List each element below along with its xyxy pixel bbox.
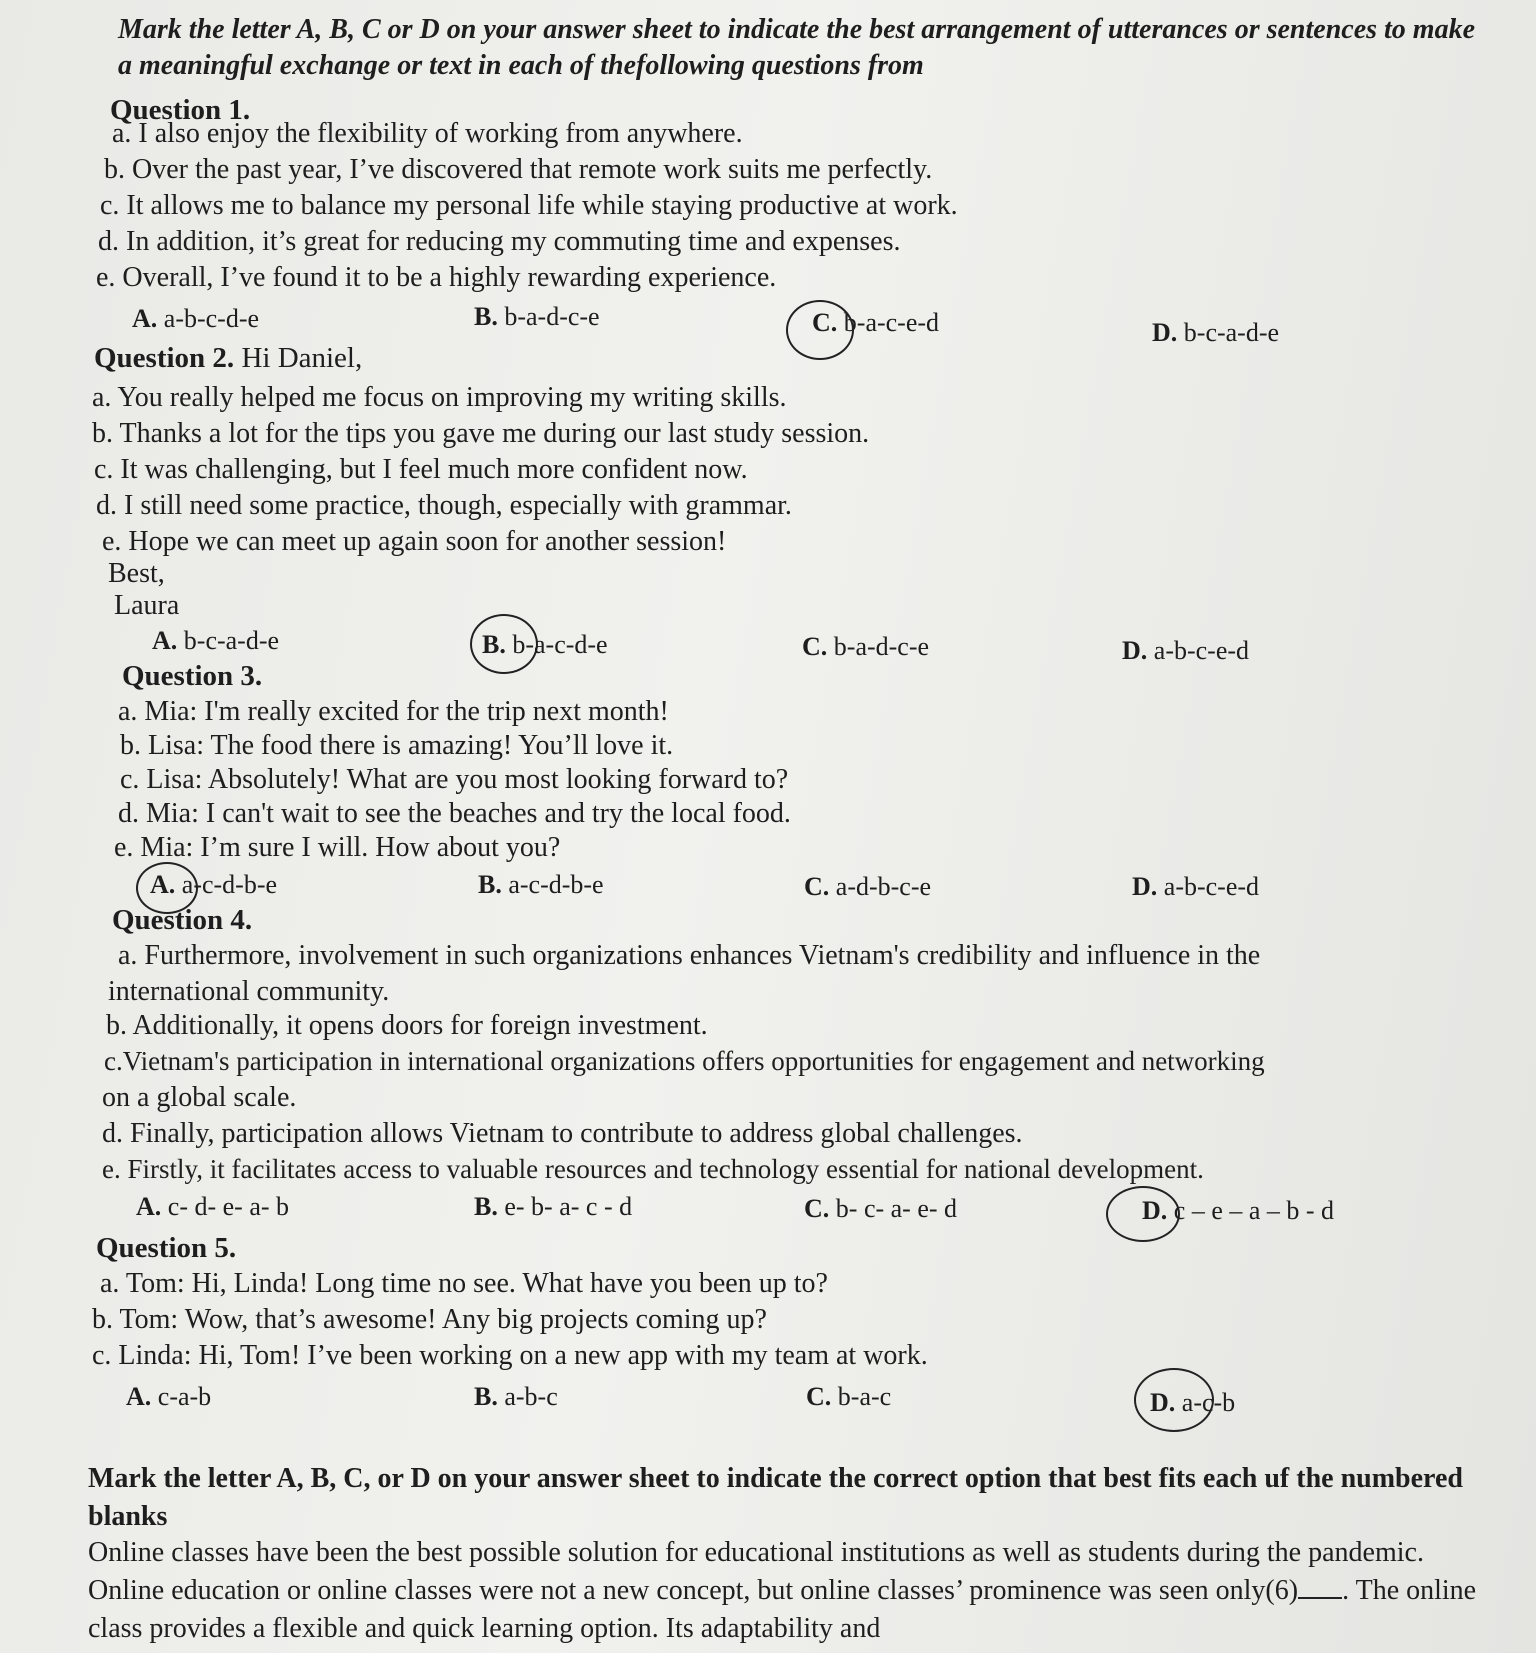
q2-sentence-d: d. I still need some practice, though, especially with grammar. [96, 490, 792, 521]
q1-sentence-d: d. In addition, it’s great for reducing my commuting time and expenses. [98, 226, 901, 257]
q1-sentence-e: e. Overall, I’ve found it to be a highly rewarding experience. [96, 262, 777, 293]
q5-sentence-a: a. Tom: Hi, Linda! Long time no see. What have you been up to? [100, 1268, 828, 1299]
q5-sentence-c: c. Linda: Hi, Tom! I’ve been working on a new app with my team at work. [92, 1340, 928, 1371]
instruction-arrangement: Mark the letter A, B, C or D on your answer sheet to indicate the best arrangement of utterances or sentences to make a meaningful exchange or text in each of thefollowing questions from [118, 14, 1476, 81]
option-text: e- b- a- c - d [504, 1192, 633, 1221]
q2-greeting: Hi Daniel, [241, 342, 363, 374]
q4-sentence-b: b. Additionally, it opens doors for foreign investment. [106, 1010, 708, 1041]
reading-passage [88, 1534, 1488, 1648]
option-letter: B. [474, 1382, 498, 1411]
option-text: c-a-b [157, 1382, 212, 1411]
q4-sentence-a: a. Furthermore, involvement in such organizations enhances Vietnam's credibility and influence in the [118, 940, 1261, 971]
q2-sentence-c: c. It was challenging, but I feel much more confident now. [94, 454, 748, 485]
q3-option-c[interactable] [804, 872, 931, 902]
option-text: b-a-c [837, 1382, 892, 1411]
option-text: a-b-c [504, 1382, 558, 1411]
q4-option-a[interactable] [136, 1192, 289, 1222]
q2-closing: Best, [108, 558, 165, 589]
option-text: a-c-d-b-e [508, 870, 604, 899]
option-text: b-a-d-c-e [833, 632, 930, 661]
q1-option-b[interactable] [474, 302, 600, 332]
option-letter: B. [482, 630, 506, 659]
q2-option-d[interactable] [1122, 636, 1249, 666]
option-letter: A. [132, 304, 158, 333]
q5-option-b[interactable] [474, 1382, 558, 1412]
q1-option-d[interactable] [1152, 318, 1279, 348]
q3-option-a[interactable] [150, 870, 277, 900]
q2-sentence-b: b. Thanks a lot for the tips you gave me during our last study session. [92, 418, 870, 449]
q4-sentence-c: c.Vietnam's participation in international organizations offers opportunities for engagement and networking [104, 1046, 1265, 1076]
q3-sentence-a: a. Mia: I'm really excited for the trip next month! [118, 696, 669, 727]
q4-option-d[interactable] [1142, 1196, 1334, 1226]
q1-sentence-a: a. I also enjoy the flexibility of working from anywhere. [112, 118, 743, 149]
question-5-title: Question 5. [96, 1232, 237, 1264]
q3-option-d[interactable] [1132, 872, 1259, 902]
q5-option-a[interactable] [126, 1382, 211, 1412]
q1-sentence-c: c. It allows me to balance my personal life while staying productive at work. [100, 190, 958, 221]
option-letter: A. [150, 870, 176, 899]
option-text: a-b-c-e-d [1163, 872, 1260, 901]
option-letter: B. [478, 870, 502, 899]
q5-option-c[interactable] [806, 1382, 891, 1412]
q2-signature: Laura [114, 590, 180, 621]
q4-sentence-d: d. Finally, participation allows Vietnam to contribute to address global challenges. [102, 1118, 1023, 1149]
option-letter: C. [812, 308, 838, 337]
blank-6[interactable] [1298, 1597, 1342, 1599]
q2-sentence-e: e. Hope we can meet up again soon for another session! [102, 526, 727, 557]
q4-option-c[interactable] [804, 1194, 957, 1224]
option-letter: D. [1152, 318, 1178, 347]
option-text: c – e – a – b - d [1173, 1196, 1335, 1225]
q1-option-a[interactable] [132, 304, 259, 334]
option-letter: D. [1132, 872, 1158, 901]
option-text: a-c-b [1181, 1388, 1236, 1417]
q4-sentence-a-cont: international community. [108, 976, 390, 1007]
q4-option-b[interactable] [474, 1192, 632, 1222]
option-text: a-d-b-c-e [835, 872, 932, 901]
question-3-title: Question 3. [122, 660, 263, 692]
passage-text-1: Online classes have been the best possible solution for educational institutions as well as students during the pandemic. Online education or online classes were not a new concept, but online classes’ prominence was seen only(6) [88, 1537, 1424, 1606]
option-letter: B. [474, 1192, 498, 1221]
option-text: b-c-a-d-e [183, 626, 280, 655]
question-4-title: Question 4. [112, 904, 253, 936]
option-letter: C. [804, 1194, 830, 1223]
option-letter: A. [126, 1382, 152, 1411]
option-text: a-c-d-b-e [181, 870, 278, 899]
passage-text-2: . The online class provides a flexible and quick learning option. Its adaptability and [88, 1575, 1477, 1644]
q5-sentence-b: b. Tom: Wow, that’s awesome! Any big projects coming up? [92, 1304, 767, 1335]
option-letter: C. [804, 872, 830, 901]
answer-mark-circle [786, 300, 854, 360]
option-text: a-b-c-e-d [1153, 636, 1250, 665]
option-text: a-b-c-d-e [163, 304, 260, 333]
q3-sentence-c: c. Lisa: Absolutely! What are you most looking forward to? [120, 764, 789, 795]
q1-sentence-b: b. Over the past year, I’ve discovered that remote work suits me perfectly. [104, 154, 933, 185]
q2-option-c[interactable] [802, 632, 929, 662]
option-letter: A. [136, 1192, 162, 1221]
option-text: c- d- e- a- b [167, 1192, 290, 1221]
option-letter: A. [152, 626, 178, 655]
question-1-title: Question 1. [110, 94, 251, 126]
q4-sentence-c-cont: on a global scale. [102, 1082, 297, 1113]
q5-option-d[interactable] [1150, 1388, 1235, 1418]
option-letter: D. [1150, 1388, 1176, 1417]
instruction-blanks: Mark the letter A, B, C, or D on your answer sheet to indicate the correct option that best fits each uf the numbered blanks [88, 1463, 1463, 1532]
option-letter: D. [1122, 636, 1148, 665]
option-letter: D. [1142, 1196, 1168, 1225]
q3-sentence-e: e. Mia: I’m sure I will. How about you? [114, 832, 561, 863]
option-text: b-c-a-d-e [1183, 318, 1280, 347]
q2-option-b[interactable] [482, 630, 608, 660]
option-text: b-a-c-d-e [512, 630, 608, 659]
question-2-label: Question 2. [94, 342, 235, 374]
option-letter: B. [474, 302, 498, 331]
q3-sentence-b: b. Lisa: The food there is amazing! You’ll love it. [120, 730, 674, 761]
option-letter: C. [806, 1382, 832, 1411]
q2-sentence-a: a. You really helped me focus on improving my writing skills. [92, 382, 787, 413]
q2-option-a[interactable] [152, 626, 279, 656]
q3-option-b[interactable] [478, 870, 604, 900]
q4-sentence-e: e. Firstly, it facilitates access to valuable resources and technology essential for national development. [102, 1154, 1204, 1184]
option-letter: C. [802, 632, 828, 661]
option-text: b- c- a- e- d [835, 1194, 958, 1223]
option-text: b-a-c-e-d [843, 308, 940, 337]
q3-sentence-d: d. Mia: I can't wait to see the beaches and try the local food. [118, 798, 791, 829]
option-text: b-a-d-c-e [504, 302, 600, 331]
question-2-title [94, 342, 362, 375]
